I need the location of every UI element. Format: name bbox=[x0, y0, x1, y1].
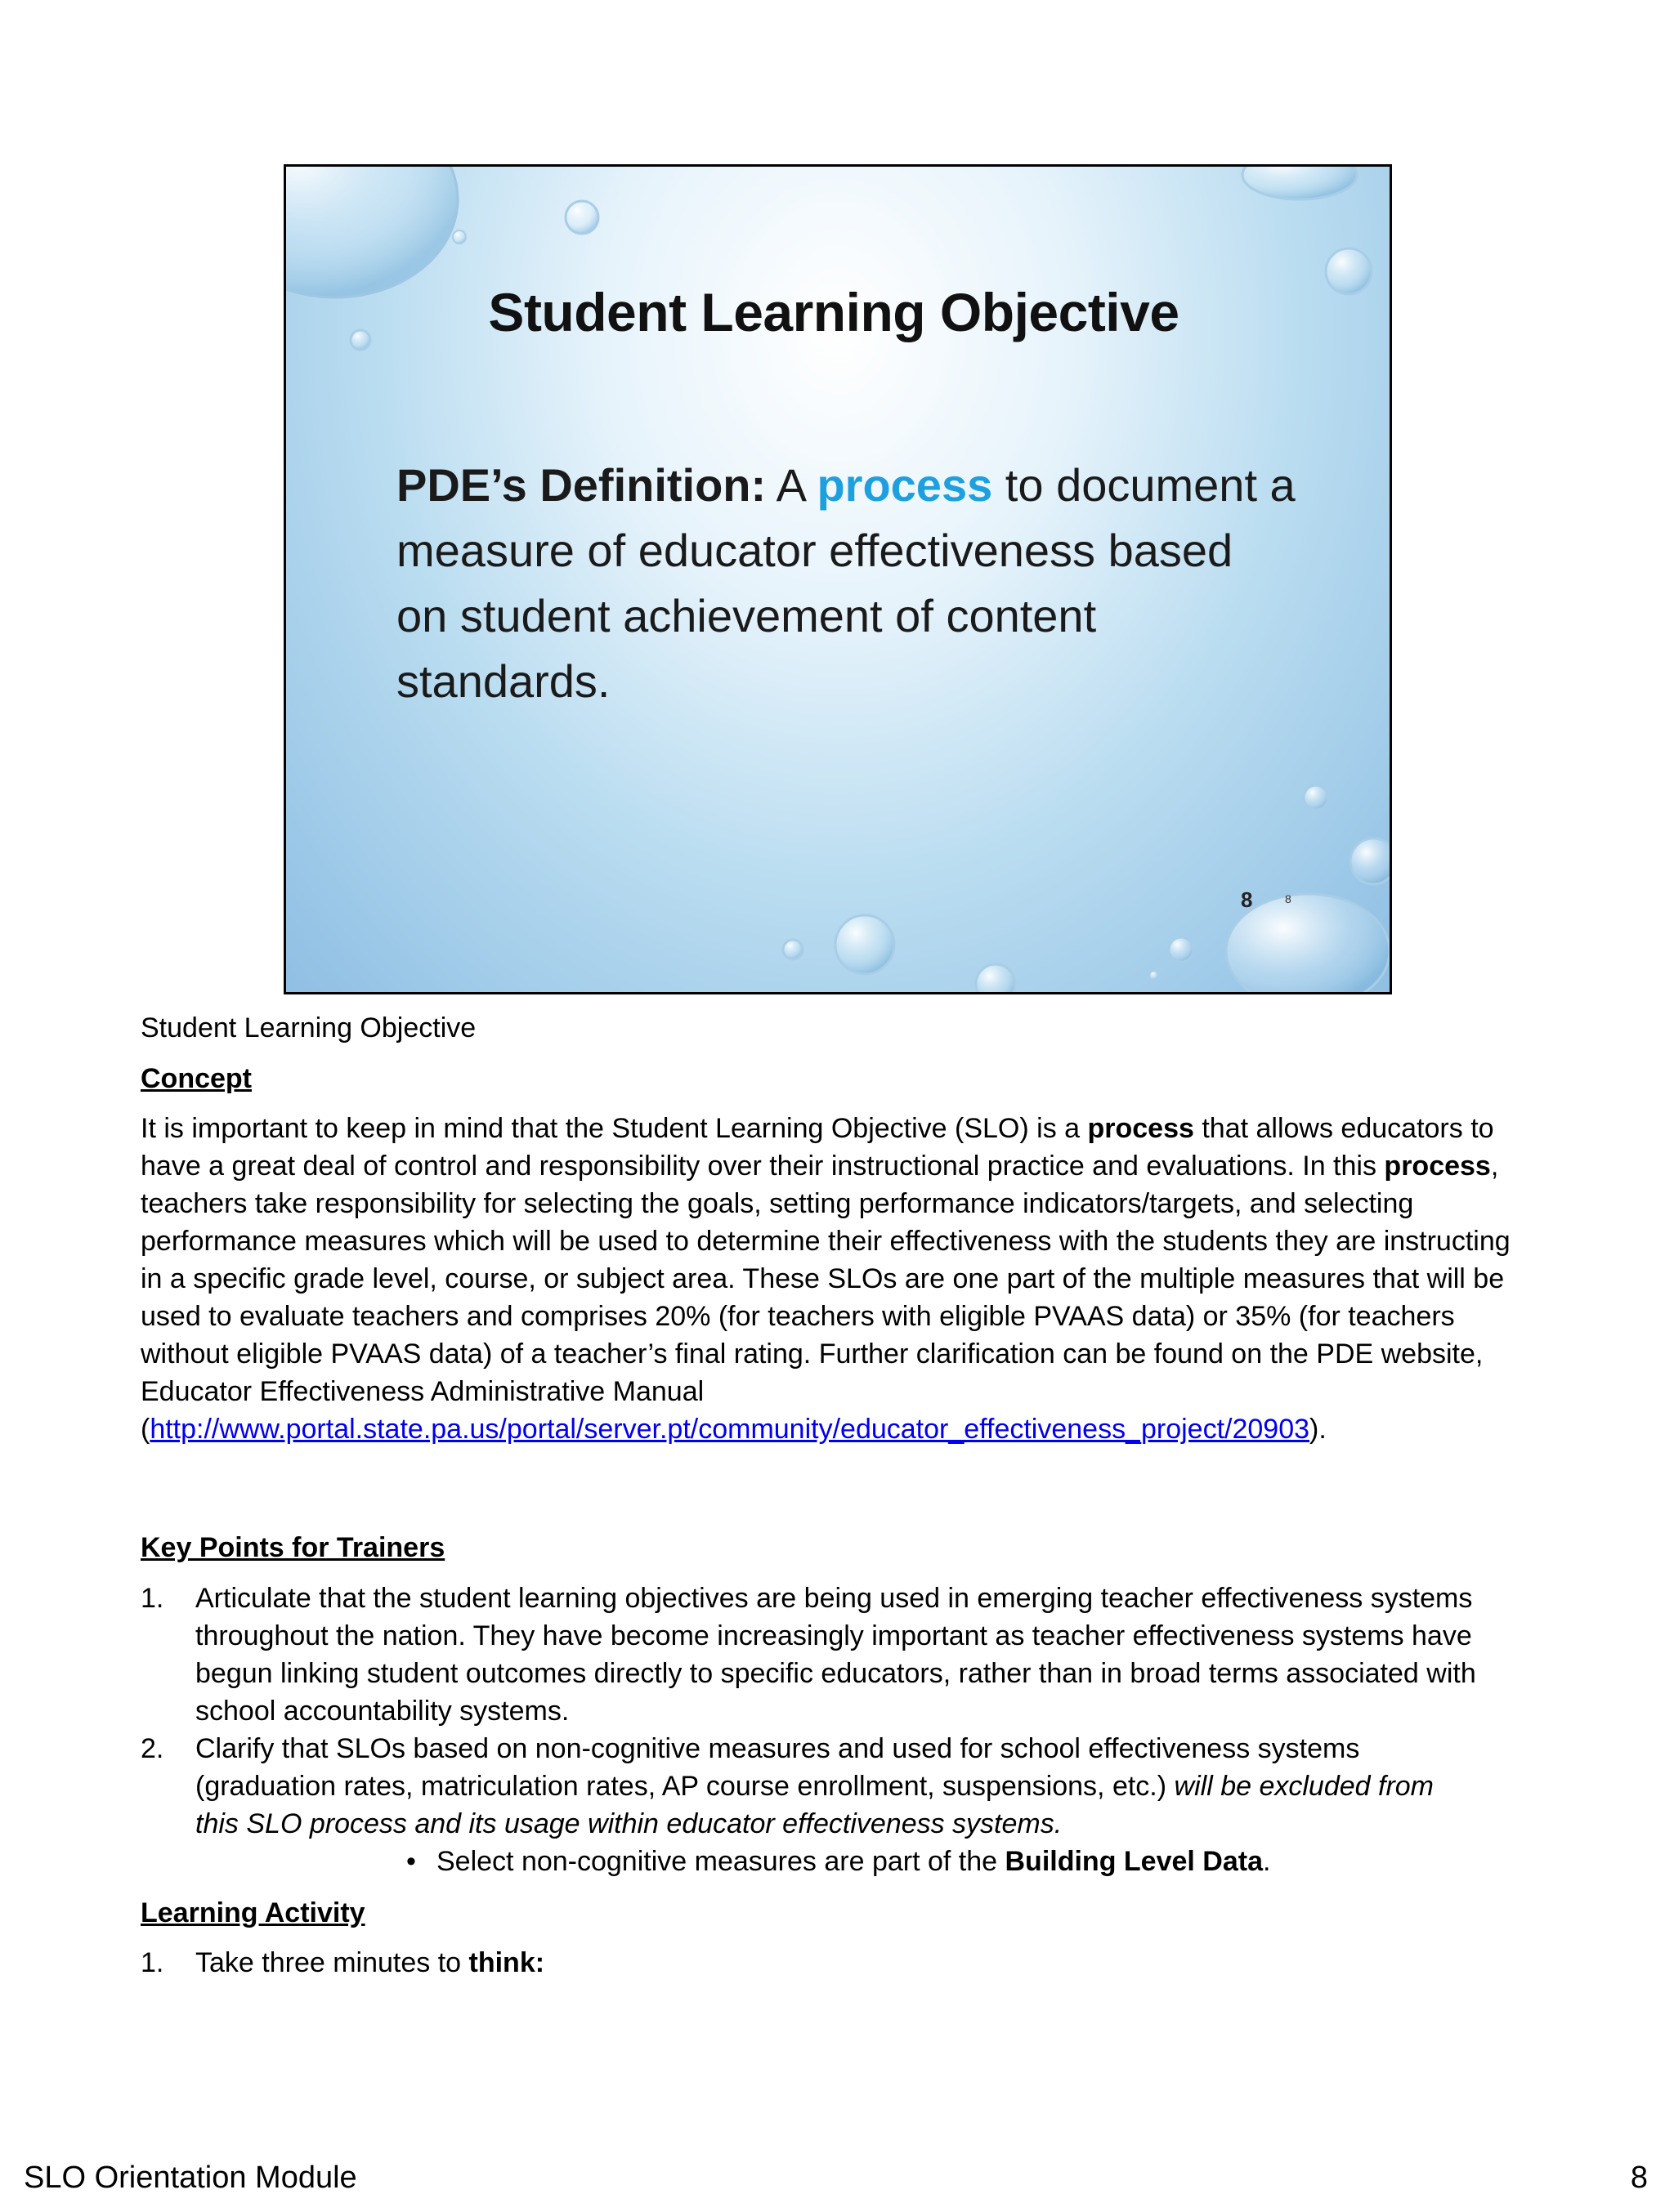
slide-definition bbox=[396, 453, 1296, 714]
definition-label: PDE’s Definition: bbox=[396, 459, 767, 511]
definition-highlight: process bbox=[817, 459, 993, 511]
notes-title: Student Learning Objective bbox=[141, 1012, 477, 1043]
link-open-paren: ( bbox=[141, 1414, 150, 1445]
list-item-text: Articulate that the student learning objectives are being used in emerging teacher effectiveness systems throughout the nation. They have become increasingly important as teacher effectiveness systems have begun linking student outcomes directly to specific educators, rather than in broad terms associated with school accountability systems. bbox=[195, 1583, 1476, 1727]
list-item bbox=[141, 1580, 1481, 1730]
sub-bullet-item bbox=[141, 1843, 1481, 1880]
list-number: 2. bbox=[141, 1733, 164, 1764]
list-item bbox=[141, 1730, 1481, 1843]
definition-post: to document a measure of educator effectiveness based on student achievement of content standards. bbox=[396, 459, 1296, 707]
sub-bullet-text: Select non-cognitive measures are part of the bbox=[436, 1846, 1005, 1877]
list-item-italic: will be excluded from this SLO process and its usage within educator effectiveness systems. bbox=[195, 1771, 1435, 1839]
activity-bold: think: bbox=[468, 1947, 545, 1978]
concept-text-1: It is important to keep in mind that the Student Learning Objective (SLO) is a bbox=[141, 1113, 1088, 1144]
slide-number-small: 8 bbox=[1285, 892, 1291, 905]
slide-title: Student Learning Objective bbox=[488, 282, 1179, 342]
link-close-paren: ). bbox=[1309, 1414, 1327, 1445]
definition-pre: A bbox=[766, 459, 817, 511]
sub-bullet-end: . bbox=[1263, 1846, 1271, 1877]
slide-image bbox=[284, 164, 1392, 994]
activity-text: Take three minutes to bbox=[195, 1947, 469, 1978]
pde-manual-link[interactable]: http://www.portal.state.pa.us/portal/server.pt/community/educator_effectiveness_project/20903 bbox=[150, 1414, 1310, 1445]
slide-number: 8 bbox=[1241, 887, 1253, 912]
concept-paragraph bbox=[141, 1110, 1530, 1448]
sub-bullet-bold: Building Level Data bbox=[1005, 1846, 1263, 1877]
concept-bold-1: process bbox=[1087, 1113, 1194, 1144]
concept-text-2: that allows educators to have a great deal of control and responsibility over their instructional practice and evaluations. In this bbox=[141, 1113, 1494, 1182]
footer-page-number: 8 bbox=[1630, 2161, 1648, 2195]
list-number: 1. bbox=[141, 1947, 164, 1978]
activity-list bbox=[141, 1944, 1481, 1982]
concept-text-3: , teachers take responsibility for selecting the goals, setting performance indicators/targets, and selecting performance measures which will be used to determine their effectiveness with the students they are instructing in a specific grade level, course, or subject area. These SLOs are one part of the multiple measures that will be used to evaluate teachers and comprises 20% (for teachers with eligible PVAAS data) or 35% (for teachers without eligible PVAAS data) of a teacher’s final rating. Further clarification can be found on the PDE website, Educator Effectiveness Administrative Manual bbox=[141, 1151, 1511, 1407]
key-points-heading: Key Points for Trainers bbox=[141, 1532, 445, 1563]
list-item bbox=[141, 1944, 1481, 1982]
concept-bold-2: process bbox=[1384, 1151, 1491, 1182]
list-item-text: Clarify that SLOs based on non-cognitive measures and used for school effectiveness systems (graduation rates, matriculation rates, AP course enrollment, suspensions, etc.) bbox=[195, 1733, 1360, 1802]
bullet-icon: • bbox=[406, 1846, 416, 1877]
key-points-list bbox=[141, 1580, 1481, 1880]
concept-heading: Concept bbox=[141, 1063, 252, 1094]
learning-activity-heading: Learning Activity bbox=[141, 1897, 365, 1928]
footer-module-name: SLO Orientation Module bbox=[24, 2161, 357, 2195]
list-number: 1. bbox=[141, 1583, 164, 1614]
